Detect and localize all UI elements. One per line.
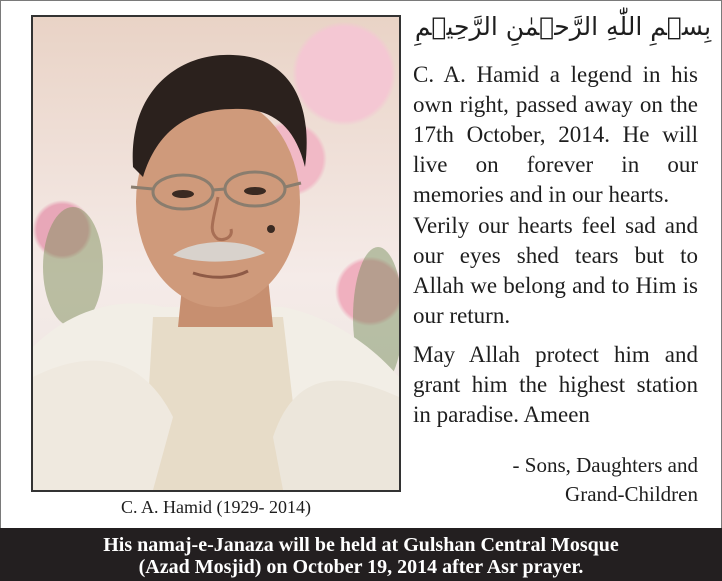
signature-line-1: - Sons, Daughters and bbox=[512, 453, 698, 477]
photo-caption: C. A. Hamid (1929- 2014) bbox=[121, 497, 311, 517]
paragraph-prayer: May Allah protect him and grant him the highest station in paradise. Ameen bbox=[413, 342, 698, 427]
banner-line-2: (Azad Mosjid) on October 19, 2014 after Asr prayer. bbox=[138, 556, 584, 578]
paragraph-grief: Verily our hearts feel sad and our eyes shed tears but to Allah we belong and to Him is our return. bbox=[413, 213, 698, 328]
banner-line-1: His namaj-e-Janaza will be held at Gulshan Central Mosque bbox=[103, 534, 619, 556]
portrait-photo bbox=[31, 15, 401, 492]
signature bbox=[413, 451, 698, 509]
signature-line-2: Grand-Children bbox=[565, 482, 698, 506]
portrait-illustration bbox=[33, 17, 399, 490]
janaza-banner bbox=[0, 528, 722, 581]
bismillah-heading: بِسۡمِ اللّٰهِ الرَّحۡمٰنِ الرَّحِیۡمِ bbox=[414, 12, 712, 41]
paragraph-passing: C. A. Hamid a legend in his own right, passed away on the 17th October, 2014. He will live on forever in our memories and in our hearts. bbox=[413, 62, 698, 207]
